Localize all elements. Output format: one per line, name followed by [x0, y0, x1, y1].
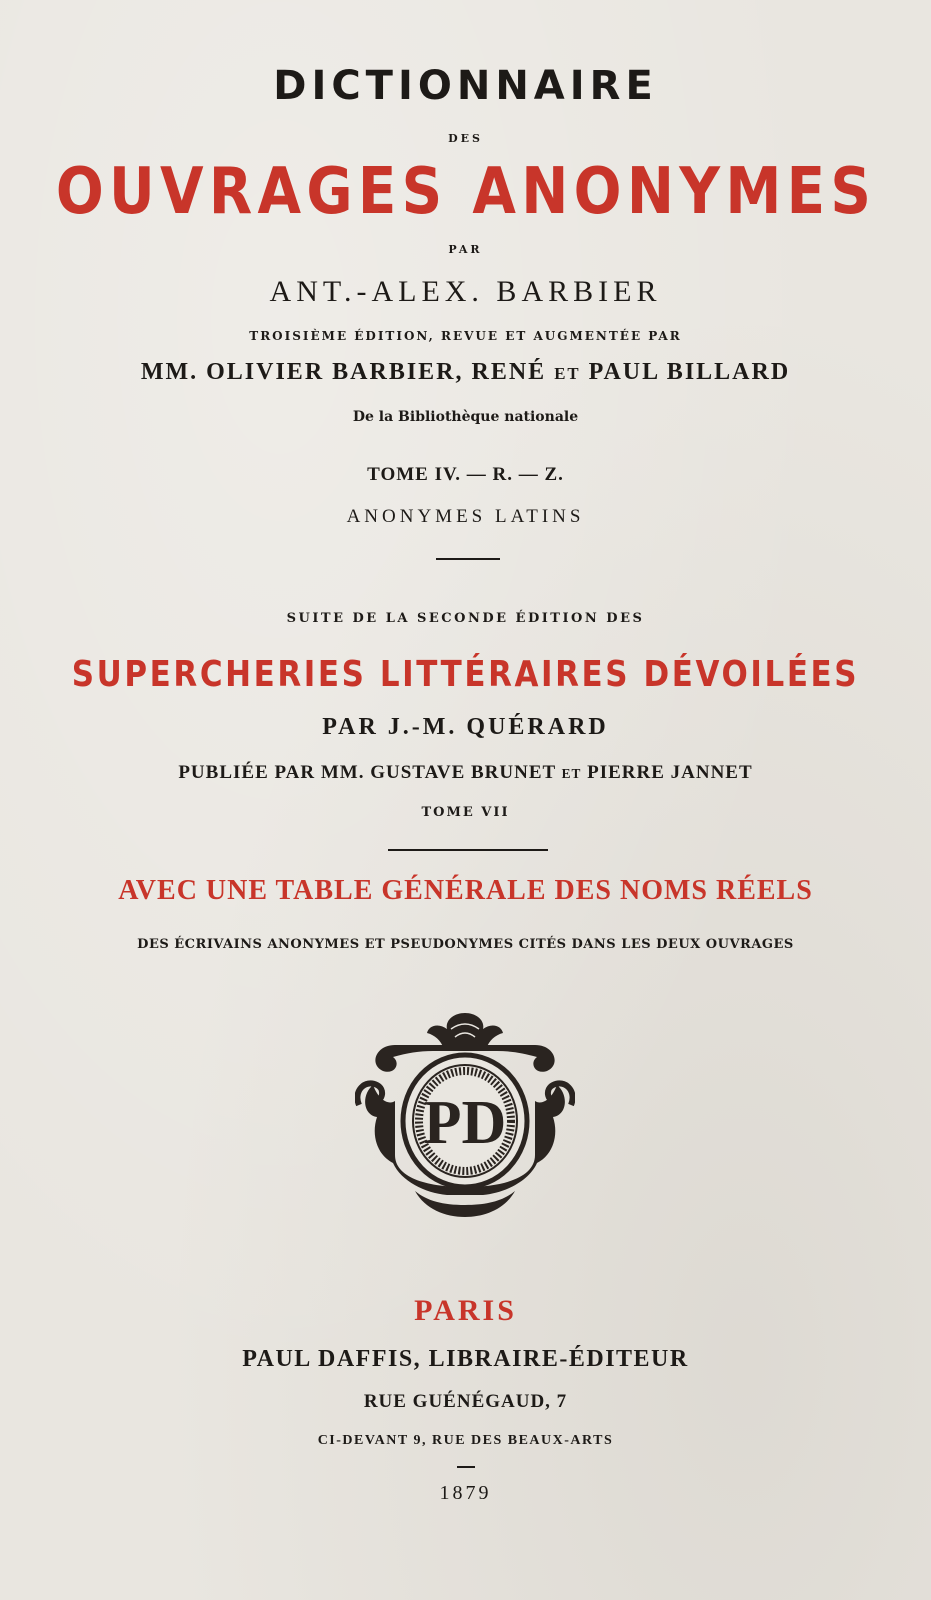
publishers-part1: PUBLIÉE PAR MM. GUSTAVE BRUNET [178, 762, 556, 783]
publisher-monogram-emblem-icon [355, 1005, 575, 1220]
imprint-year: 1879 [439, 1482, 492, 1504]
publishers-part2: PIERRE JANNET [587, 762, 753, 783]
title-line-ouvrages-anonymes: OUVRAGES ANONYMES [55, 155, 877, 229]
institution-line: De la Bibliothèque nationale [352, 409, 579, 425]
editors-part1: MM. OLIVIER BARBIER, RENÉ [140, 359, 547, 385]
title-line-dictionnaire: DICTIONNAIRE [273, 63, 658, 109]
imprint-former-address: CI-DEVANT 9, RUE DES BEAUX-ARTS [317, 1433, 614, 1448]
divider-rule-3 [457, 1466, 475, 1468]
divider-rule-1 [436, 558, 500, 560]
tome-line: TOME IV. — R. — Z. [367, 464, 564, 485]
divider-rule-2 [388, 849, 548, 851]
author-name: ANT.-ALEX. BARBIER [269, 275, 662, 308]
tome-vii: TOME VII [421, 805, 510, 820]
imprint-publisher: PAUL DAFFIS, LIBRAIRE-ÉDITEUR [242, 1346, 689, 1372]
edition-statement: TROISIÈME ÉDITION, REVUE ET AUGMENTÉE PAR [249, 329, 682, 343]
title-des: DES [448, 132, 483, 145]
imprint-city: PARIS [414, 1294, 517, 1327]
second-author: PAR J.-M. QUÉRARD [322, 714, 609, 740]
editors-line [0, 360, 931, 384]
second-title-supercheries: SUPERCHERIES LITTÉRAIRES DÉVOILÉES [71, 654, 860, 695]
table-subtitle: DES ÉCRIVAINS ANONYMES ET PSEUDONYMES CITÉS DANS LES DEUX OUVRAGES [137, 937, 794, 952]
suite-statement: SUITE DE LA SECONDE ÉDITION DES [286, 611, 645, 626]
table-title: AVEC UNE TABLE GÉNÉRALE DES NOMS RÉELS [118, 875, 813, 906]
svg-text:PD: PD [423, 1089, 507, 1157]
editors-et: ET [554, 364, 581, 383]
par-label: PAR [448, 243, 483, 256]
publishers-line [0, 763, 931, 782]
subtitle-anonymes-latins: ANONYMES LATINS [346, 506, 585, 527]
publishers-et: ET [561, 766, 582, 781]
editors-part2: PAUL BILLARD [588, 359, 791, 385]
imprint-address: RUE GUÉNÉGAUD, 7 [363, 1391, 568, 1412]
